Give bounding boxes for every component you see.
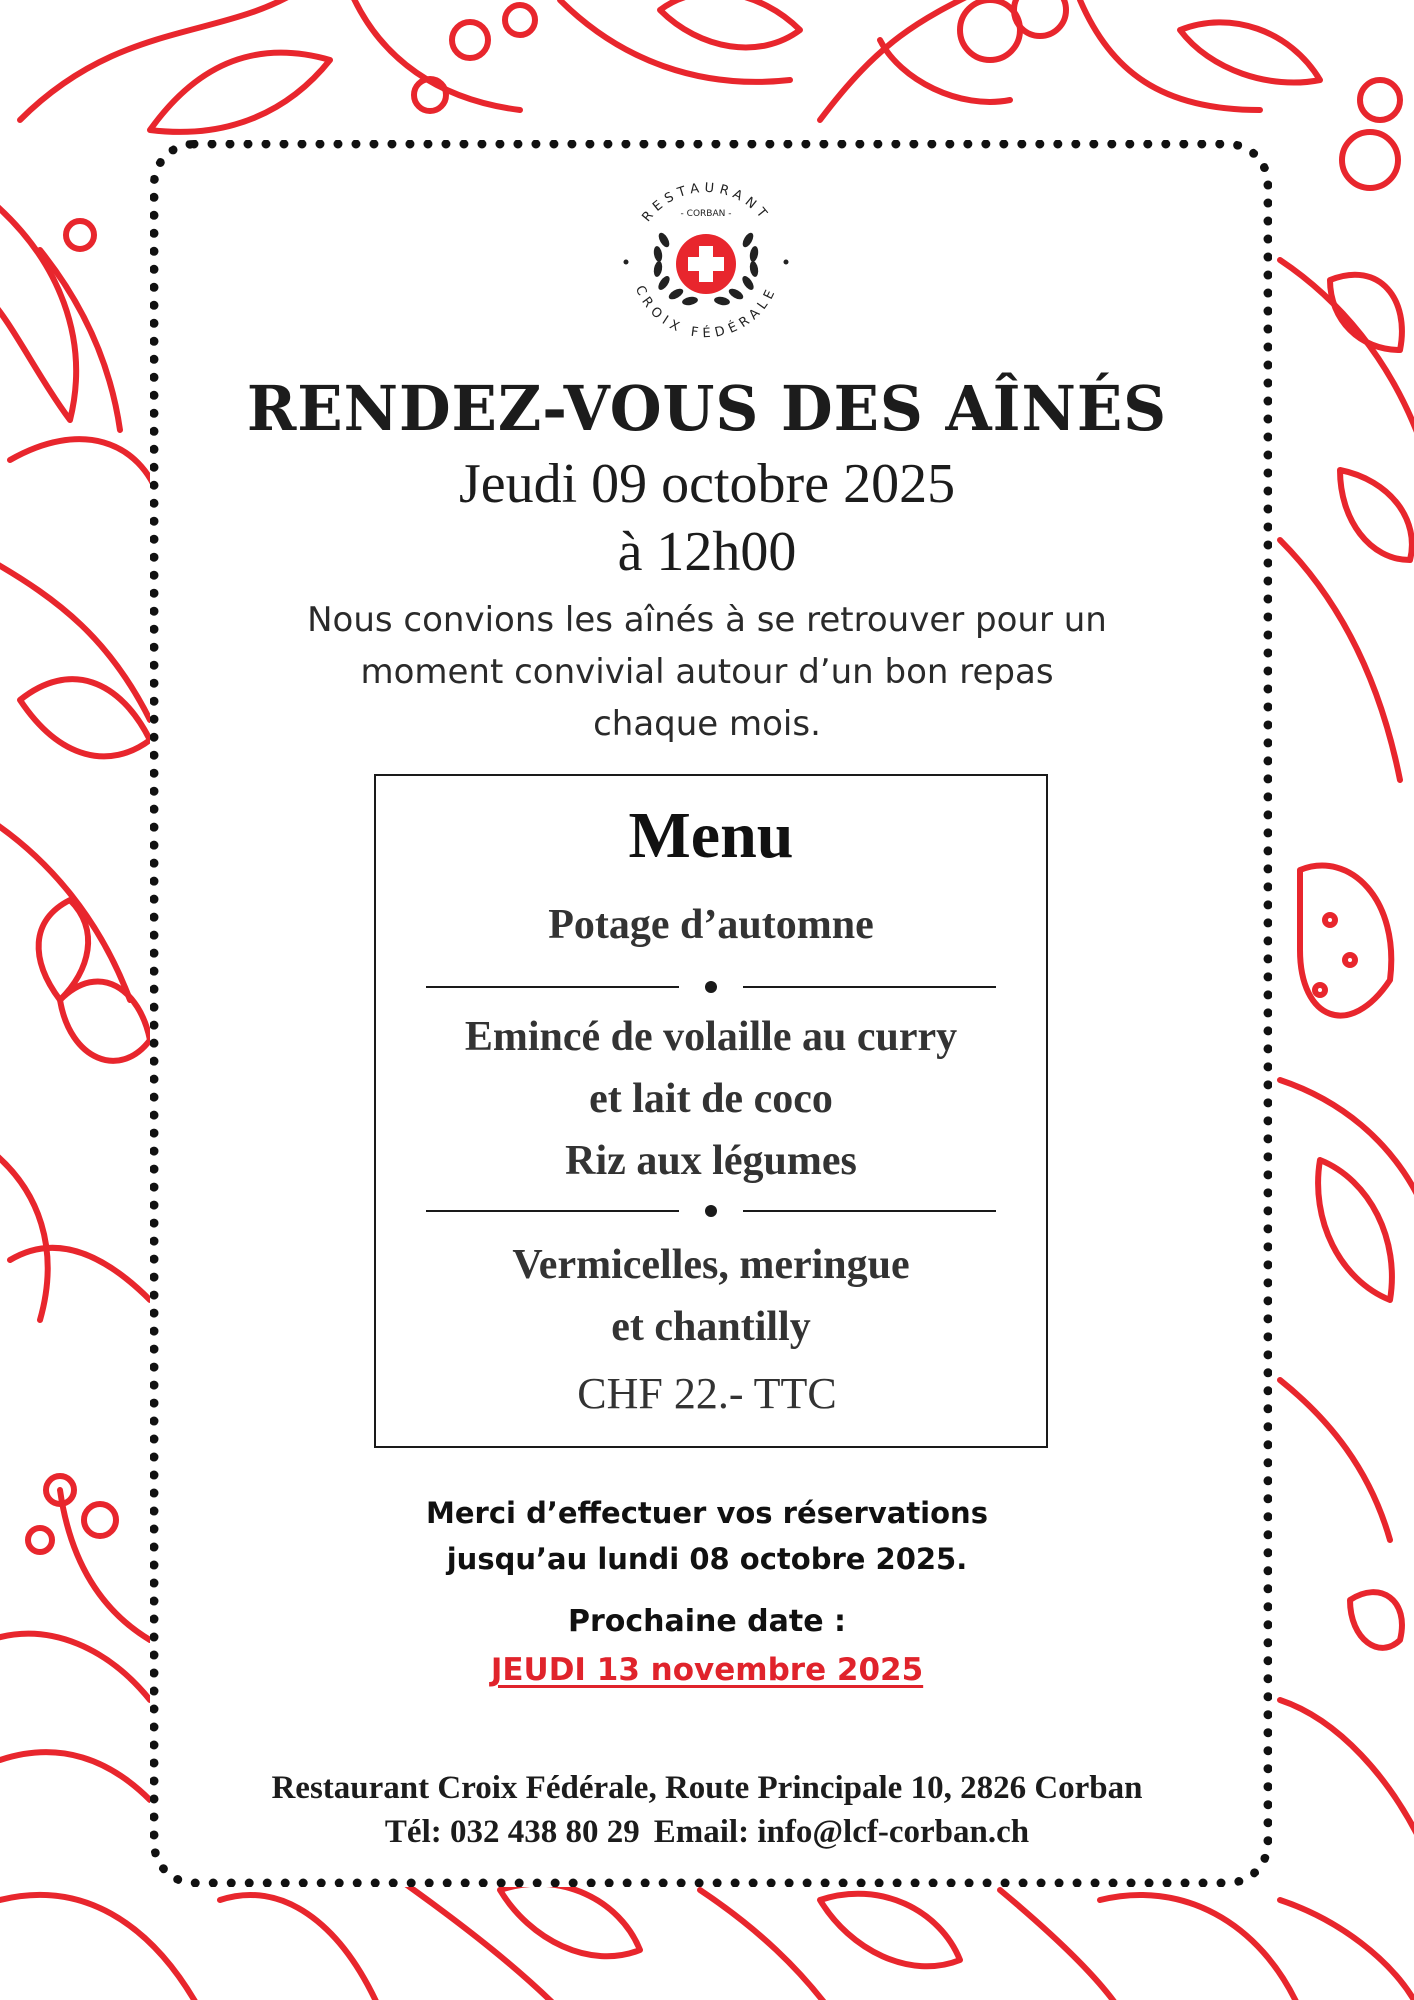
reservation-note	[0, 1490, 1414, 1582]
menu-course-line: Vermicelles, meringue	[512, 1242, 910, 1288]
footer-address: Restaurant Croix Fédérale, Route Principale 10, 2826 Corban	[271, 1770, 1143, 1806]
menu-course-dessert	[376, 1234, 1046, 1358]
menu-course-line: Potage d’automne	[548, 902, 874, 948]
logo-bottom-text: CROIX FÉDÉRALE	[631, 283, 781, 342]
menu-course-main	[376, 1006, 1046, 1192]
reservation-line: Merci d’effectuer vos réservations	[426, 1496, 988, 1530]
footer-phone: Tél: 032 438 80 29	[384, 1814, 640, 1850]
intro-line: Nous convions les aînés à se retrouver pour un	[307, 600, 1107, 640]
menu-course-line: et chantilly	[611, 1304, 811, 1350]
next-date-label: Prochaine date :	[567, 1604, 847, 1639]
next-date-value: JEUDI 13 novembre 2025	[490, 1652, 924, 1688]
menu-course-line: et lait de coco	[589, 1076, 833, 1122]
intro-line: chaque mois.	[593, 704, 821, 744]
footer-contact-line	[0, 1810, 1414, 1854]
event-time: à 12h00	[617, 521, 797, 583]
footer-contact	[0, 1766, 1414, 1854]
menu-course-line: Emincé de volaille au curry	[464, 1014, 958, 1060]
menu-box	[374, 774, 1048, 1448]
menu-price: CHF 22.- TTC	[577, 1369, 837, 1418]
footer-email: Email: info@lcf-corban.ch	[653, 1814, 1030, 1850]
swiss-cross-icon	[676, 234, 736, 294]
intro-paragraph	[240, 594, 1174, 750]
logo-center-text: - CORBAN -	[680, 209, 732, 219]
logo-top-text: RESTAURANT	[639, 180, 773, 225]
menu-title: Menu	[628, 799, 794, 872]
restaurant-logo	[606, 162, 806, 362]
reservation-line: jusqu’au lundi 08 octobre 2025.	[446, 1542, 968, 1576]
menu-course-starter	[376, 894, 1046, 956]
menu-course-line: Riz aux légumes	[565, 1138, 857, 1184]
intro-line: moment convivial autour d’un bon repas	[360, 652, 1054, 692]
menu-divider	[426, 1204, 996, 1218]
page-title: RENDEZ-VOUS DES AÎNÉS	[246, 372, 1168, 445]
menu-divider	[426, 980, 996, 994]
event-date: Jeudi 09 octobre 2025	[458, 453, 956, 515]
